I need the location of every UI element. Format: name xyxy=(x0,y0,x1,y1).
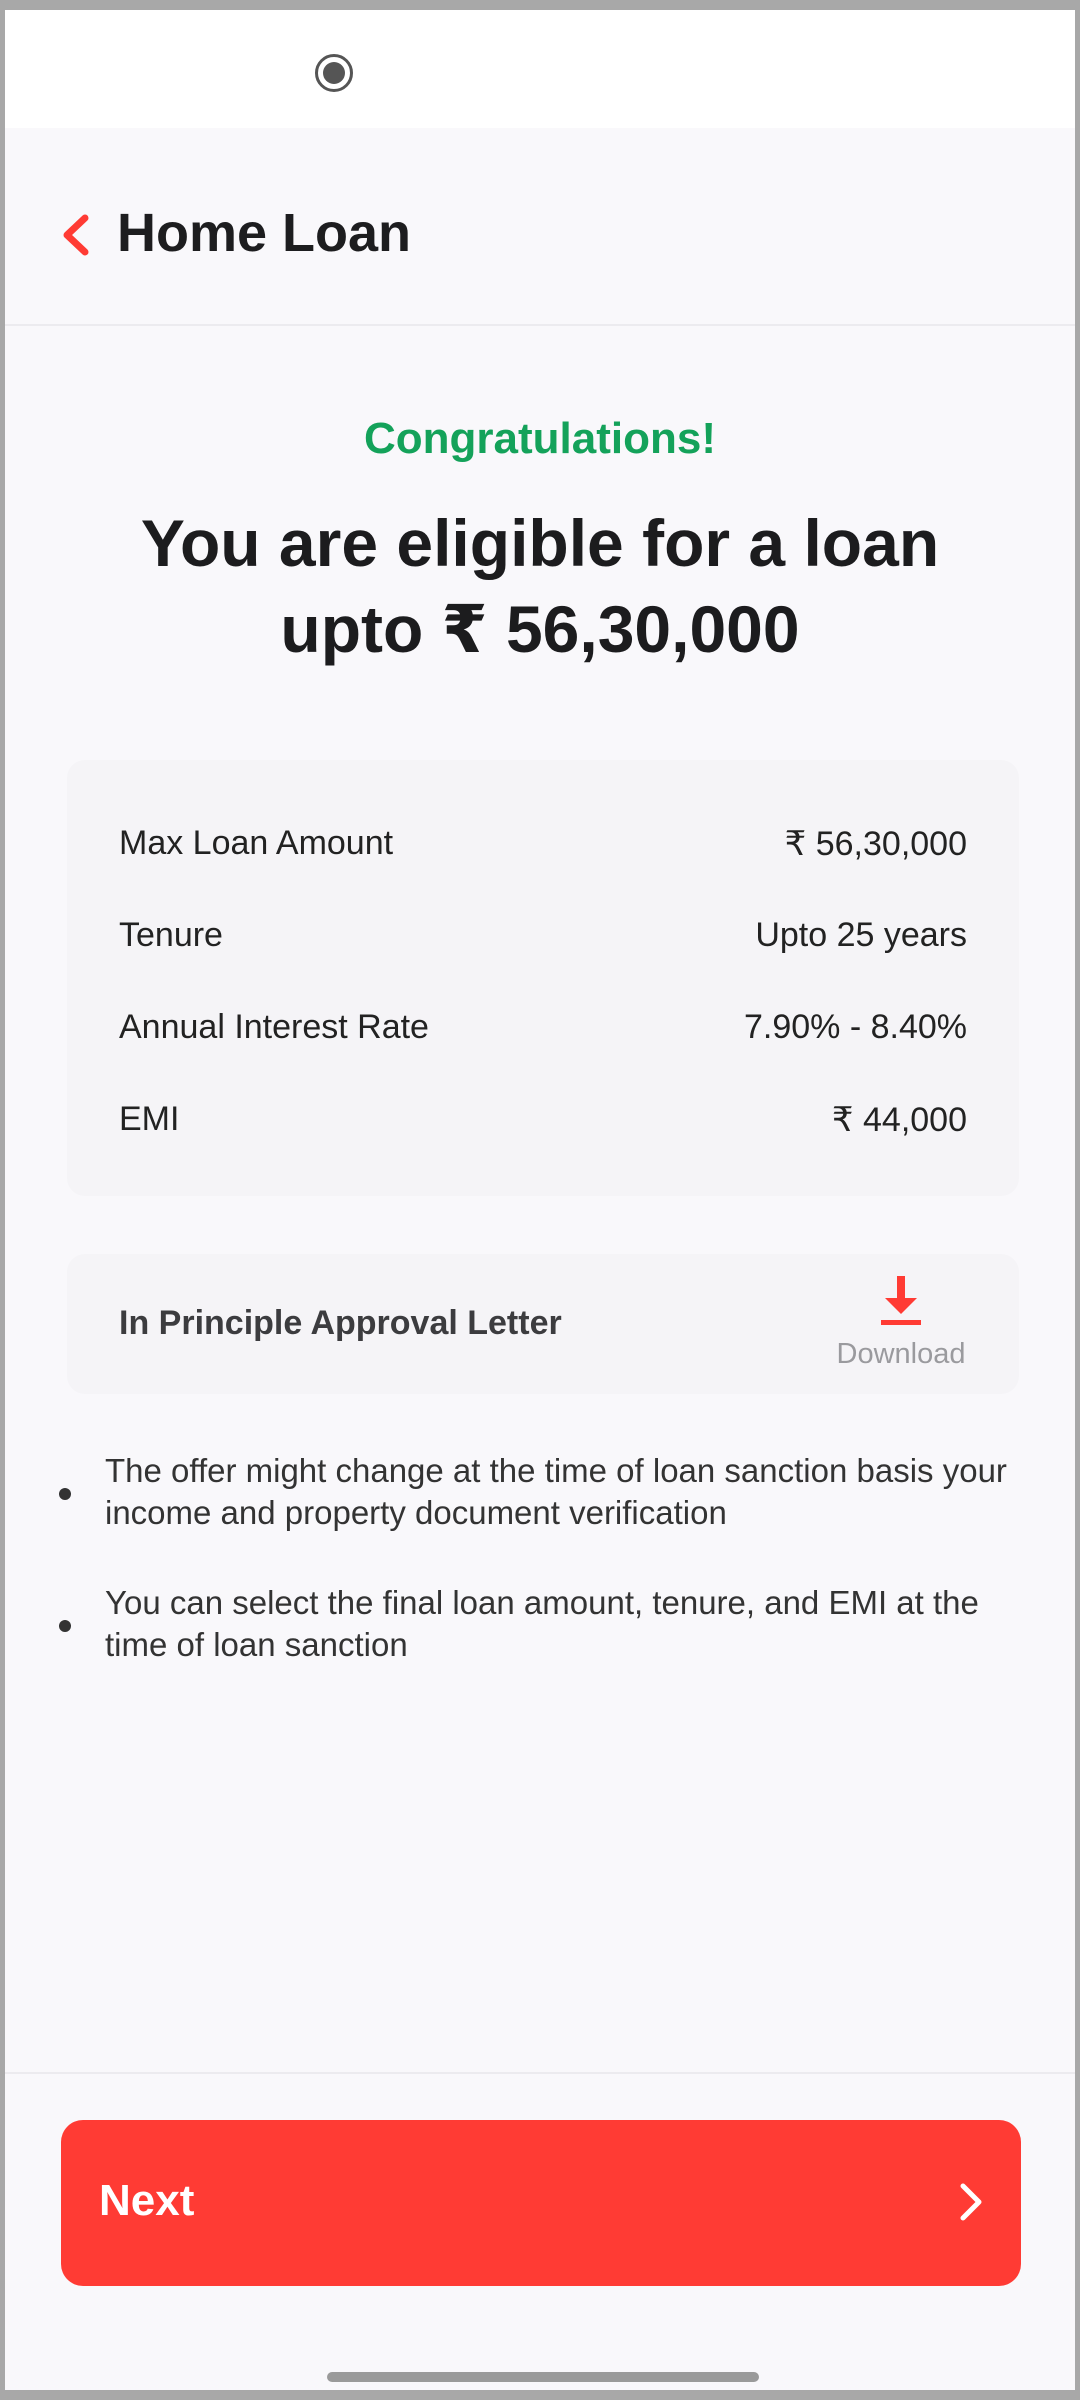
detail-row-tenure xyxy=(119,916,967,955)
detail-row-emi xyxy=(119,1100,967,1140)
home-indicator[interactable] xyxy=(327,2372,759,2382)
bullet-icon xyxy=(59,1620,71,1632)
note-text: The offer might change at the time of loan sanction basis your income and property document verification xyxy=(105,1452,1007,1531)
back-button[interactable] xyxy=(53,210,103,260)
next-button-label: Next xyxy=(99,2176,195,2225)
detail-label: Annual Interest Rate xyxy=(119,1008,429,1046)
eligibility-headline: You are eligible for a loan upto ₹ 56,30,000 xyxy=(140,506,940,666)
download-button[interactable] xyxy=(807,1276,1007,1376)
detail-value: 7.90% - 8.40% xyxy=(743,1008,967,1046)
detail-label: Max Loan Amount xyxy=(119,824,394,862)
detail-value: ₹ 44,000 xyxy=(831,1101,967,1139)
congrats-text: Congratulations! xyxy=(364,414,716,463)
approval-letter-card xyxy=(67,1254,1019,1394)
download-label: Download xyxy=(836,1338,966,1370)
detail-value: ₹ 56,30,000 xyxy=(784,825,967,863)
next-button[interactable] xyxy=(61,2120,1021,2286)
loan-details-card xyxy=(67,760,1019,1196)
screen xyxy=(5,10,1075,2390)
detail-label: Tenure xyxy=(119,916,223,954)
bullet-icon xyxy=(59,1488,71,1500)
app-header xyxy=(5,128,1075,326)
footer-divider xyxy=(5,2072,1075,2074)
detail-value: Upto 25 years xyxy=(755,916,967,954)
detail-label: EMI xyxy=(119,1100,180,1138)
detail-row-max-loan-amount xyxy=(119,824,967,864)
chevron-left-icon xyxy=(53,210,103,260)
download-icon xyxy=(873,1276,929,1328)
page-title: Home Loan xyxy=(117,203,412,263)
camera-indicator-icon xyxy=(315,54,353,92)
approval-letter-label: In Principle Approval Letter xyxy=(119,1304,562,1342)
chevron-right-icon xyxy=(951,2178,991,2226)
note-text: You can select the final loan amount, tenure, and EMI at the time of loan sanction xyxy=(105,1584,979,1663)
detail-row-interest-rate xyxy=(119,1008,967,1047)
status-bar xyxy=(5,10,1075,128)
